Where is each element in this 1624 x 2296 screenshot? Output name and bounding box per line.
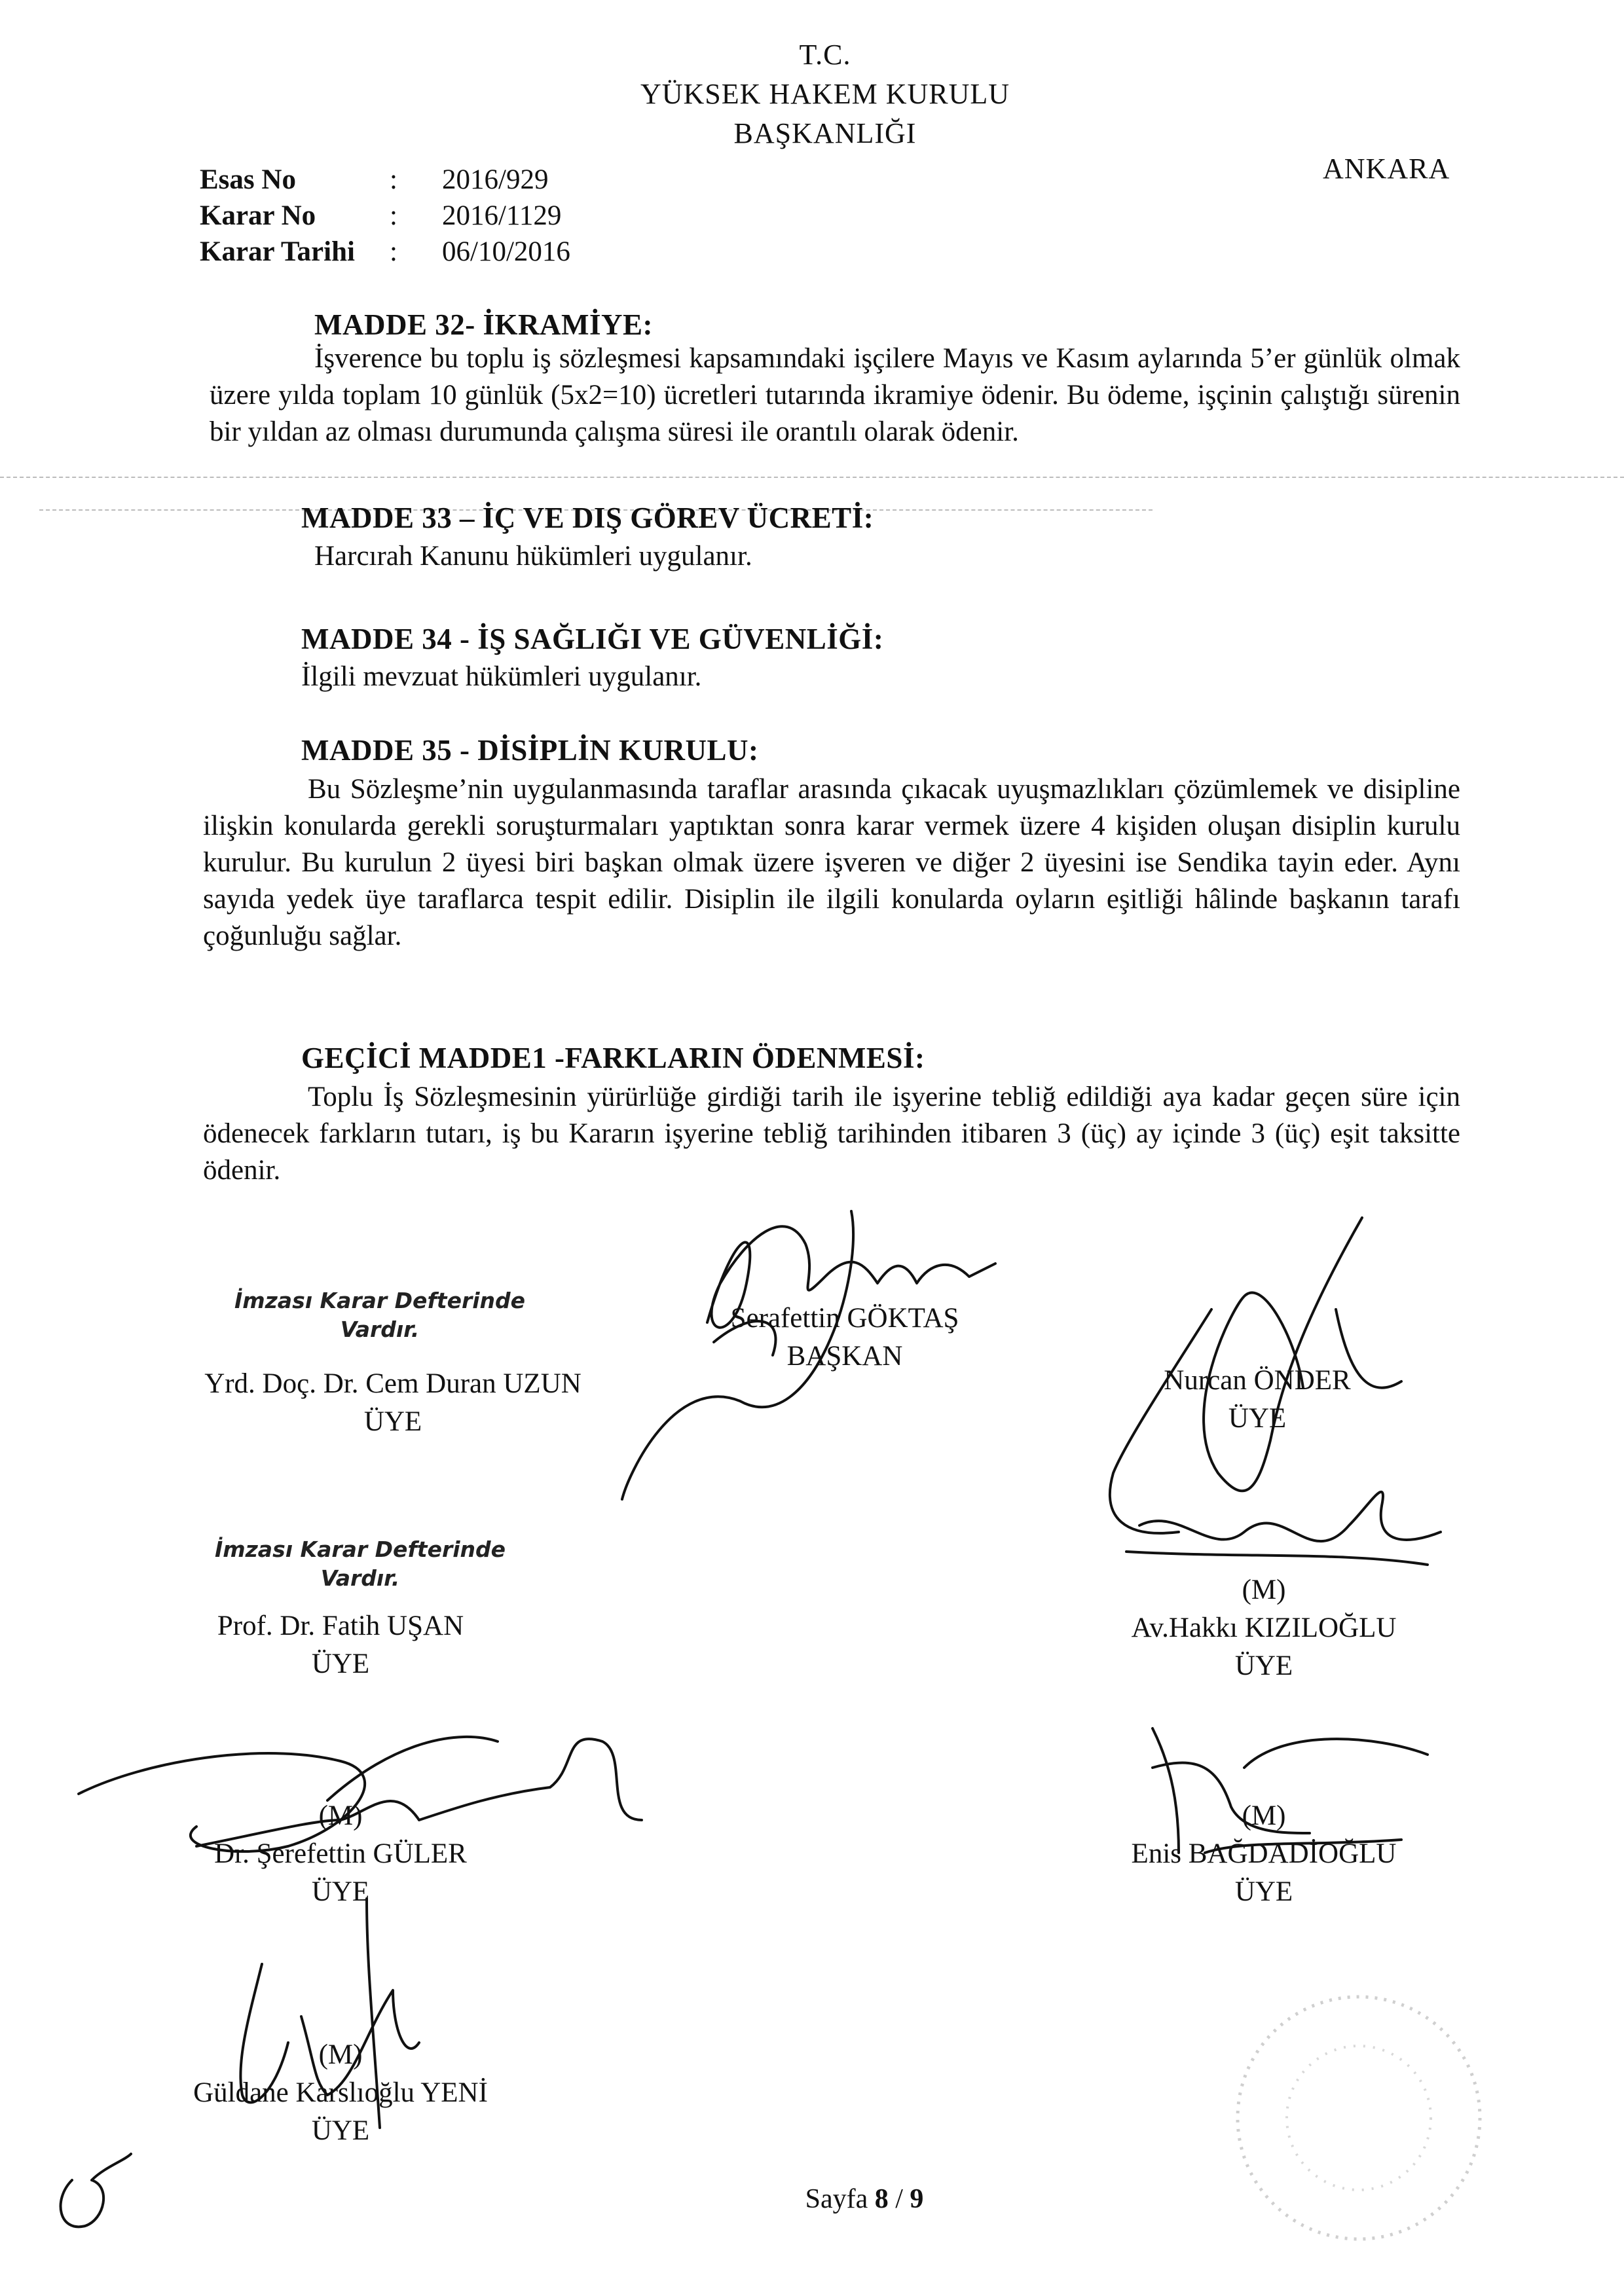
sig-guler [170, 1797, 511, 1911]
sig-onder-role: ÜYE [1228, 1403, 1287, 1434]
madde-35-title: MADDE 35 - DİSİPLİN KURULU: [301, 734, 759, 767]
page-label: Sayfa [805, 2184, 868, 2214]
meta-separator: : [390, 164, 397, 195]
page-sep: / [895, 2184, 903, 2214]
sig-kiziloglu-mark: (M) [1242, 1575, 1286, 1605]
official-seal [1218, 1977, 1500, 2259]
esas-value: 2016/929 [442, 164, 549, 195]
sig-kiziloglu [1074, 1571, 1454, 1685]
tarih-value: 06/10/2016 [442, 236, 570, 267]
madde-33-text: Harcırah Kanunu hükümleri uygulanır. [314, 541, 752, 572]
karar-value: 2016/1129 [442, 200, 562, 231]
sig-kiziloglu-name: Av.Hakkı KIZILOĞLU [1131, 1613, 1397, 1643]
madde-34-text: İlgili mevzuat hükümleri uygulanır. [301, 661, 702, 692]
sig-yeni [157, 2036, 524, 2150]
sig-kiziloglu-role: ÜYE [1234, 1650, 1293, 1681]
sig-baskan-name: Serafettin GÖKTAŞ [730, 1303, 959, 1334]
tarih-label: Karar Tarihi [200, 236, 355, 267]
sig-onder-name: Nurcan ÖNDER [1164, 1365, 1351, 1396]
sig-bagdadioglu-name: Enis BAĞDADİOĞLU [1131, 1838, 1397, 1869]
sig-yeni-mark: (M) [318, 2039, 363, 2070]
page-number [766, 2183, 963, 2215]
sig-guler-name: Dr. Şerefettin GÜLER [214, 1838, 467, 1869]
sig-bagdadioglu [1074, 1797, 1454, 1911]
meta-separator: : [390, 236, 397, 267]
sig-usan-stamp: İmzası Karar Defterinde Vardır. [214, 1537, 506, 1591]
sig-onder [1126, 1362, 1388, 1438]
karar-label: Karar No [200, 200, 316, 231]
sig-yeni-name: Güldane Karslıoğlu YENİ [193, 2077, 488, 2108]
sig-uzun-name: Yrd. Doç. Dr. Cem Duran UZUN [204, 1368, 581, 1399]
sig-usan-name: Prof. Dr. Fatih UŞAN [217, 1611, 464, 1641]
header-presidency: BAŞKANLIĞI [733, 117, 917, 149]
sig-usan [170, 1607, 511, 1683]
sig-guler-role: ÜYE [311, 1876, 370, 1907]
madde-34-title: MADDE 34 - İŞ SAĞLIĞI VE GÜVENLİĞİ: [301, 623, 884, 655]
sig-baskan-role: BAŞKAN [786, 1341, 903, 1372]
sig-bagdadioglu-role: ÜYE [1234, 1876, 1293, 1907]
sig-guler-mark: (M) [318, 1800, 363, 1831]
sig-baskan [707, 1300, 982, 1376]
sig-bagdadioglu-mark: (M) [1242, 1800, 1286, 1831]
madde-32-title: MADDE 32- İKRAMİYE: [314, 308, 653, 341]
meta-separator: : [390, 200, 397, 231]
sig-usan-role: ÜYE [311, 1649, 370, 1679]
sig-uzun-stamp: İmzası Karar Defterinde Vardır. [234, 1288, 526, 1342]
header-institution: YÜKSEK HAKEM KURULU [640, 78, 1010, 110]
page-current: 8 [874, 2184, 889, 2214]
header-tc: T.C. [799, 39, 851, 71]
madde-32-text: İşverence bu toplu iş sözleşmesi kapsamındaki işçilere Mayıs ve Kasım aylarında 5’er günlük olmak üzere yılda toplam 10 günlük (5x2=10) ücretleri tutarında ikramiye ödenir. Bu ödeme, işçinin çalıştığı sürenin bir yıldan az olması durumunda çalışma süresi ile orantılı olarak ödenir. [210, 343, 1460, 447]
gecici-madde-title: GEÇİCİ MADDE1 -FARKLARIN ÖDENMESİ: [301, 1042, 925, 1074]
sig-uzun-role: ÜYE [363, 1406, 422, 1437]
gecici-madde-text: Toplu İş Sözleşmesinin yürürlüğe girdiği tarih ile işyerine tebliğ edildiği aya kadar geçen süre için ödenecek farkların tutarı, iş bu Kararın işyerine tebliğ tarihinden itibaren 3 (üç) ay içinde 3 (üç) eşit taksitte ödenir. [203, 1082, 1460, 1186]
sig-uzun [157, 1365, 629, 1441]
sig-yeni-role: ÜYE [311, 2115, 370, 2146]
madde-35-text: Bu Sözleşme’nin uygulanmasında taraflar arasında çıkacak uyuşmazlıkları çözümlemek ve disipline ilişkin konularda gerekli soruşturmaları yaptıktan sonra karar vermek üzere 4 kişiden oluşan disiplin kurulu kurulur. Bu kurulun 2 üyesi biri başkan olmak üzere işveren ve diğer 2 üyesini ise Sendika tayin eder. Aynı sayıda yedek üye taraflarca tespit edilir. Disiplin ile ilgili konularda oyların eşitliği hâlinde başkanın tarafı çoğunluğu sağlar. [203, 774, 1460, 951]
header-city: ANKARA [1323, 153, 1450, 185]
esas-label: Esas No [200, 164, 296, 195]
page-total: 9 [910, 2184, 924, 2214]
madde-33-title: MADDE 33 – İÇ VE DIŞ GÖREV ÜCRETİ: [301, 501, 874, 534]
